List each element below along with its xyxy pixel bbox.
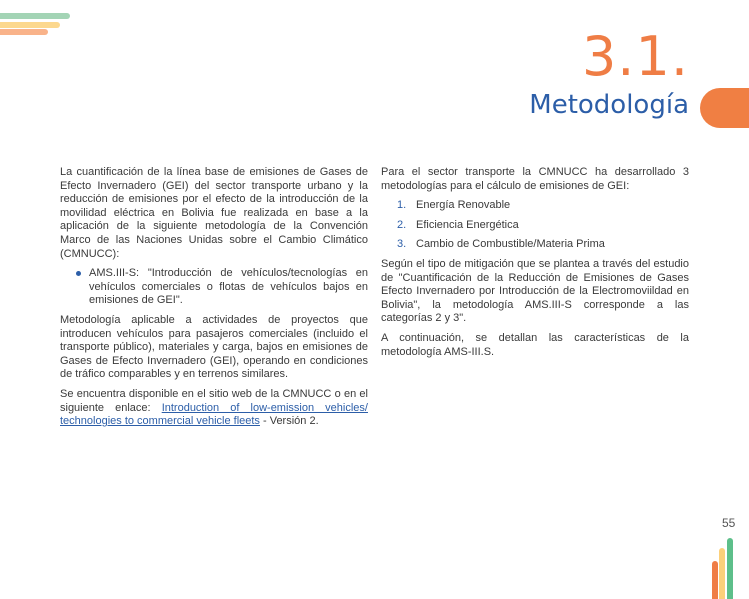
mitigation-paragraph: Según el tipo de mitigación que se plantea a través del estudio de "Cuantificación de la Reducción de Emisiones de Gases Efecto Invernadero por Introducción de la Electromoviildad en Bolivia", la metodología AMS.III-S corresponde a las categorías 2 y 3".: [381, 257, 689, 325]
list-item: [397, 238, 689, 252]
list-item: [397, 219, 689, 233]
list-item: [397, 199, 689, 213]
methodologies-numbered-list: [381, 199, 689, 252]
availability-paragraph: [60, 388, 368, 429]
intro-paragraph: La cuantificación de la línea base de emisiones de Gases de Efecto Invernadero (GEI) del sector transporte urbano y la reducción de emisiones por el efecto de la introducción de la movilidad eléctrica en Bolivia fue realizada en base a la aplicación de la siguiente metodología de la Convención Marco de las Naciones Unidas sobre el Cambio Climático (CMNUCC):: [60, 166, 368, 260]
methodology-link[interactable]: Introduction of low-emission vehicles/ technologies to commercial vehicle fleets: [60, 401, 368, 428]
list-label: Eficiencia Energética: [416, 218, 519, 231]
footer-bar-green: [727, 538, 733, 599]
list-number: 1.: [397, 199, 407, 212]
section-number: 3.1.: [581, 25, 689, 88]
decorative-bar-orange: [0, 29, 48, 35]
decorative-bar-green: [0, 13, 70, 19]
page-number: 55: [722, 516, 736, 530]
methodology-bullet-list: [60, 267, 368, 308]
list-number: 3.: [397, 238, 407, 251]
right-column: [381, 166, 689, 365]
section-title: Metodología: [529, 90, 689, 120]
right-intro-paragraph: Para el sector transporte la CMNUCC ha desarrollado 3 metodologías para el cálculo de emisiones de GEI:: [381, 166, 689, 192]
availability-suffix: - Versión 2.: [259, 415, 319, 428]
bullet-text: AMS.III-S: "Introducción de vehículos/tecnologías en vehículos comerciales o flotas de vehículos bajos en emisiones de GEI".: [89, 267, 368, 307]
section-tab-marker: [700, 88, 749, 128]
availability-prefix: Se encuentra disponible en el sitio web de la CMNUCC o en el siguiente enlace:: [60, 387, 368, 414]
footer-bar-orange: [712, 561, 718, 599]
list-label: Energía Renovable: [416, 199, 511, 212]
list-label: Cambio de Combustible/Materia Prima: [416, 238, 605, 251]
list-item: [89, 267, 368, 308]
left-column: [60, 166, 368, 435]
applicability-paragraph: Metodología aplicable a actividades de proyectos que introducen vehículos para pasajeros comerciales (incluido el transporte público), materiales y carga, bajos en emisiones de Gases de Efecto Invernadero (GEI), operando en condiciones de tráfico comparables y en terrenos similares.: [60, 313, 368, 381]
decorative-bar-yellow: [0, 22, 60, 28]
list-number: 2.: [397, 218, 407, 231]
closing-paragraph: A continuación, se detallan las características de la metodología AMS-III.S.: [381, 331, 689, 358]
footer-bar-yellow: [719, 548, 725, 599]
bullet-icon: [76, 271, 81, 276]
